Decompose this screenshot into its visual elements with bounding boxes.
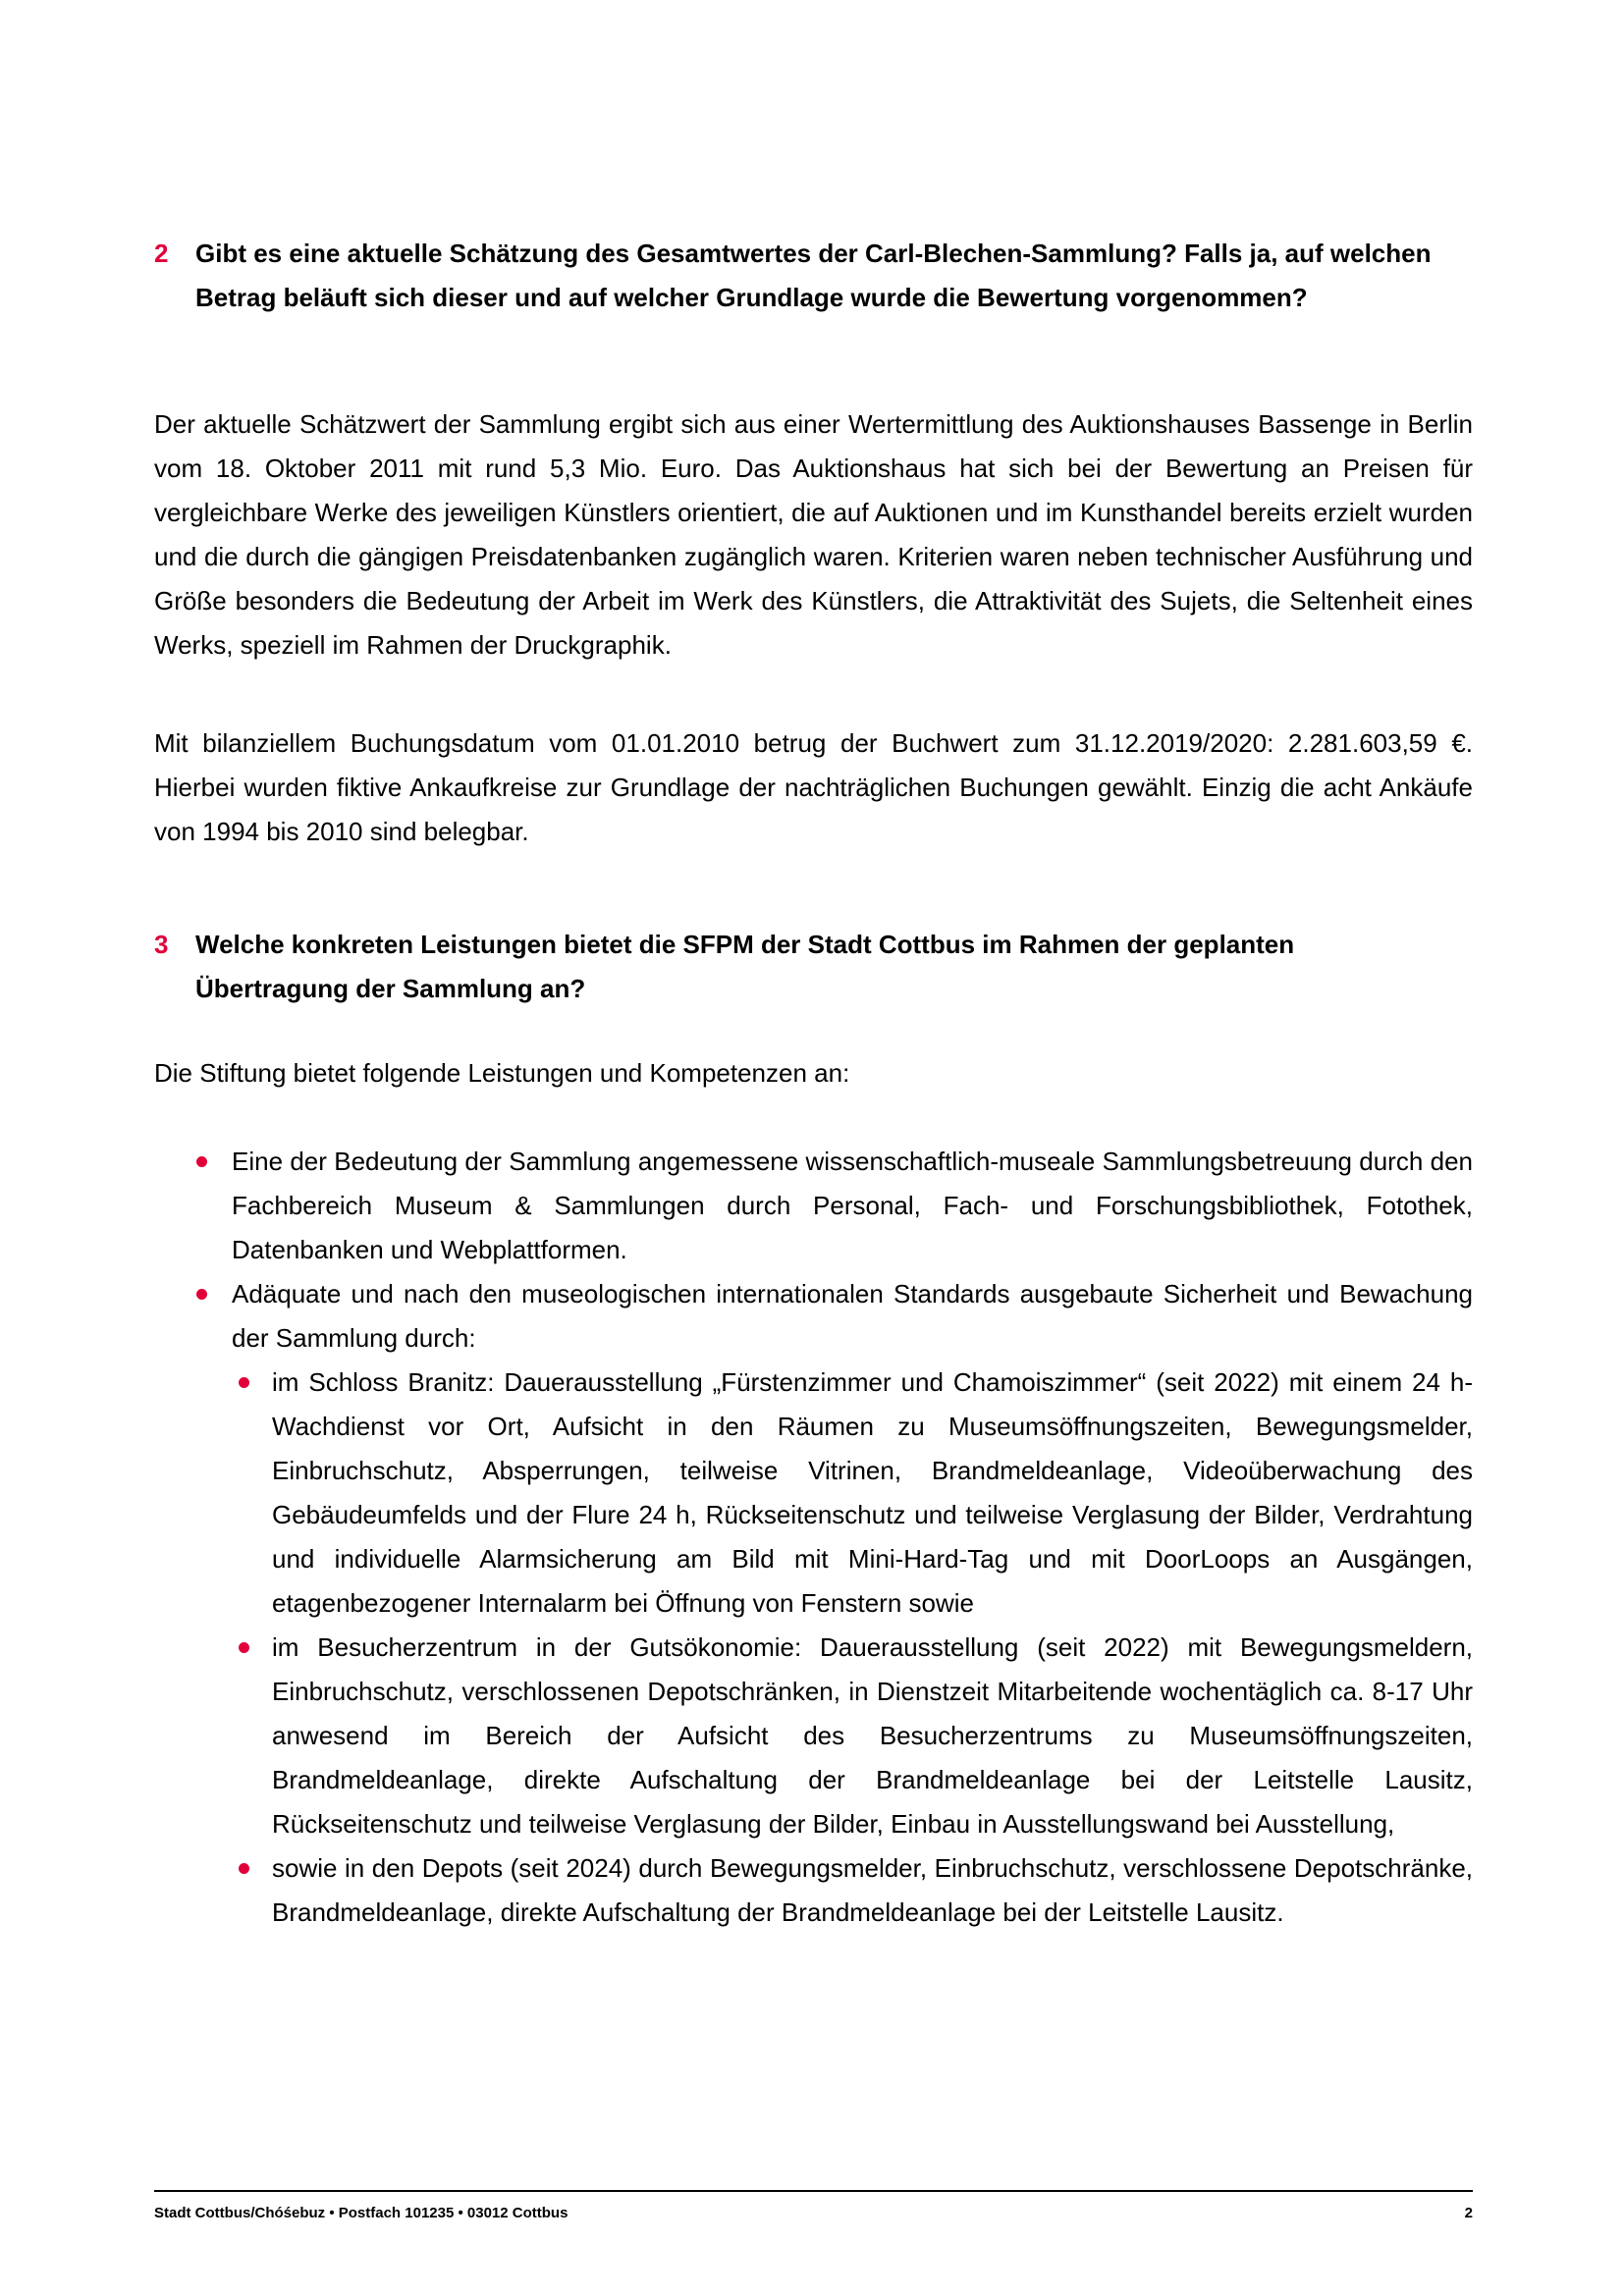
- list-item: [154, 1140, 1473, 1272]
- page-footer: [154, 2203, 1473, 2224]
- security-sublist: [232, 1361, 1473, 1935]
- services-list: [154, 1140, 1473, 1935]
- footer-divider: [154, 2190, 1473, 2192]
- sublist-item-text: im Schloss Branitz: Dauerausstellung „Fürstenzimmer und Chamoiszimmer“ (seit 2022) mit einem 24 h-Wachdienst vor Ort, Aufsicht in den Räumen zu Museumsöffnungszeiten, Bewegungsmelder, Einbruchschutz, Absperrungen, teilweise Vitrinen, Brandmeldeanlage, Videoüberwachung des Gebäudeumfelds und der Flure 24 h, Rückseitenschutz und teilweise Verglasung der Bilder, Verdrahtung und individuelle Alarmsicherung am Bild mit Mini-Hard-Tag und mit DoorLoops an Ausgängen, etagenbezogener Internalarm bei Öffnung von Fenstern sowie: [272, 1367, 1473, 1618]
- sublist-item: [232, 1846, 1473, 1935]
- list-item-text: Adäquate und nach den museologischen internationalen Standards ausgebaute Sicherheit und Bewachung der Sammlung durch:: [232, 1279, 1473, 1353]
- bullet-dot-icon: [239, 1377, 249, 1388]
- answer-intro: Die Stiftung bietet folgende Leistungen und Kompetenzen an:: [154, 1058, 850, 1088]
- question-heading-3: [154, 923, 1473, 1011]
- question-number: 2: [154, 239, 169, 268]
- bullet-dot-icon: [239, 1642, 249, 1653]
- bullet-dot-icon: [196, 1156, 207, 1167]
- sublist-item: [232, 1361, 1473, 1626]
- answer-paragraph: Mit bilanziellem Buchungsdatum vom 01.01.2010 betrug der Buchwert zum 31.12.2019/2020: 2.281.603,59 €. Hierbei wurden fiktive Ankaufkreise zur Grundlage der nachträglichen Buchungen gewählt. Einzig die acht Ankäufe von 1994 bis 2010 sind belegbar.: [154, 728, 1473, 846]
- bullet-dot-icon: [196, 1289, 207, 1300]
- list-item: [154, 1272, 1473, 1935]
- list-item-text: Eine der Bedeutung der Sammlung angemessene wissenschaftlich-museale Sammlungsbetreuung durch den Fachbereich Museum & Sammlungen durch Personal, Fach- und Forschungsbibliothek, Fotothek, Datenbanken und Webplattformen.: [232, 1147, 1473, 1264]
- sublist-item-text: im Besucherzentrum in der Gutsökonomie: Dauerausstellung (seit 2022) mit Bewegungsmeldern, Einbruchschutz, verschlossenen Depotschränken, in Dienstzeit Mitarbeitende wochentäglich ca. 8-17 Uhr anwesend im Bereich der Aufsicht des Besucherzentrums zu Museumsöffnungszeiten, Brandmeldeanlage, direkte Aufschaltung der Brandmeldeanlage bei der Leitstelle Lausitz, Rückseitenschutz und teilweise Verglasung der Bilder, Einbau in Ausstellungswand bei Ausstellung,: [272, 1632, 1473, 1839]
- question-text: Gibt es eine aktuelle Schätzung des Gesamtwertes der Carl-Blechen-Sammlung? Falls ja, auf welchen Betrag beläuft sich dieser und auf welcher Grundlage wurde die Bewertung vorgenommen?: [195, 239, 1432, 312]
- question-number: 3: [154, 930, 169, 959]
- footer-address: Stadt Cottbus/Chóśebuz • Postfach 101235 • 03012 Cottbus: [154, 2205, 568, 2221]
- answer-paragraph: Der aktuelle Schätzwert der Sammlung ergibt sich aus einer Wertermittlung des Auktionshauses Bassenge in Berlin vom 18. Oktober 2011 mit rund 5,3 Mio. Euro. Das Auktionshaus hat sich bei der Bewertung an Preisen für vergleichbare Werke des jeweiligen Künstlers orientiert, die auf Auktionen und im Kunsthandel bereits erzielt wurden und die durch die gängigen Preisdatenbanken zugänglich waren. Kriterien waren neben technischer Ausführung und Größe besonders die Bedeutung der Arbeit im Werk des Künstlers, die Attraktivität des Sujets, die Seltenheit eines Werks, speziell im Rahmen der Druckgraphik.: [154, 409, 1473, 660]
- sublist-item-text: sowie in den Depots (seit 2024) durch Bewegungsmelder, Einbruchschutz, verschlossene Depotschränke, Brandmeldeanlage, direkte Aufschaltung der Brandmeldeanlage bei der Leitstelle Lausitz.: [272, 1853, 1473, 1927]
- sublist-item: [232, 1626, 1473, 1846]
- bullet-dot-icon: [239, 1863, 249, 1874]
- question-heading-2: [154, 232, 1473, 320]
- question-text: Welche konkreten Leistungen bietet die SFPM der Stadt Cottbus im Rahmen der geplanten Übertragung der Sammlung an?: [195, 930, 1295, 1003]
- page-number: 2: [1464, 2205, 1473, 2221]
